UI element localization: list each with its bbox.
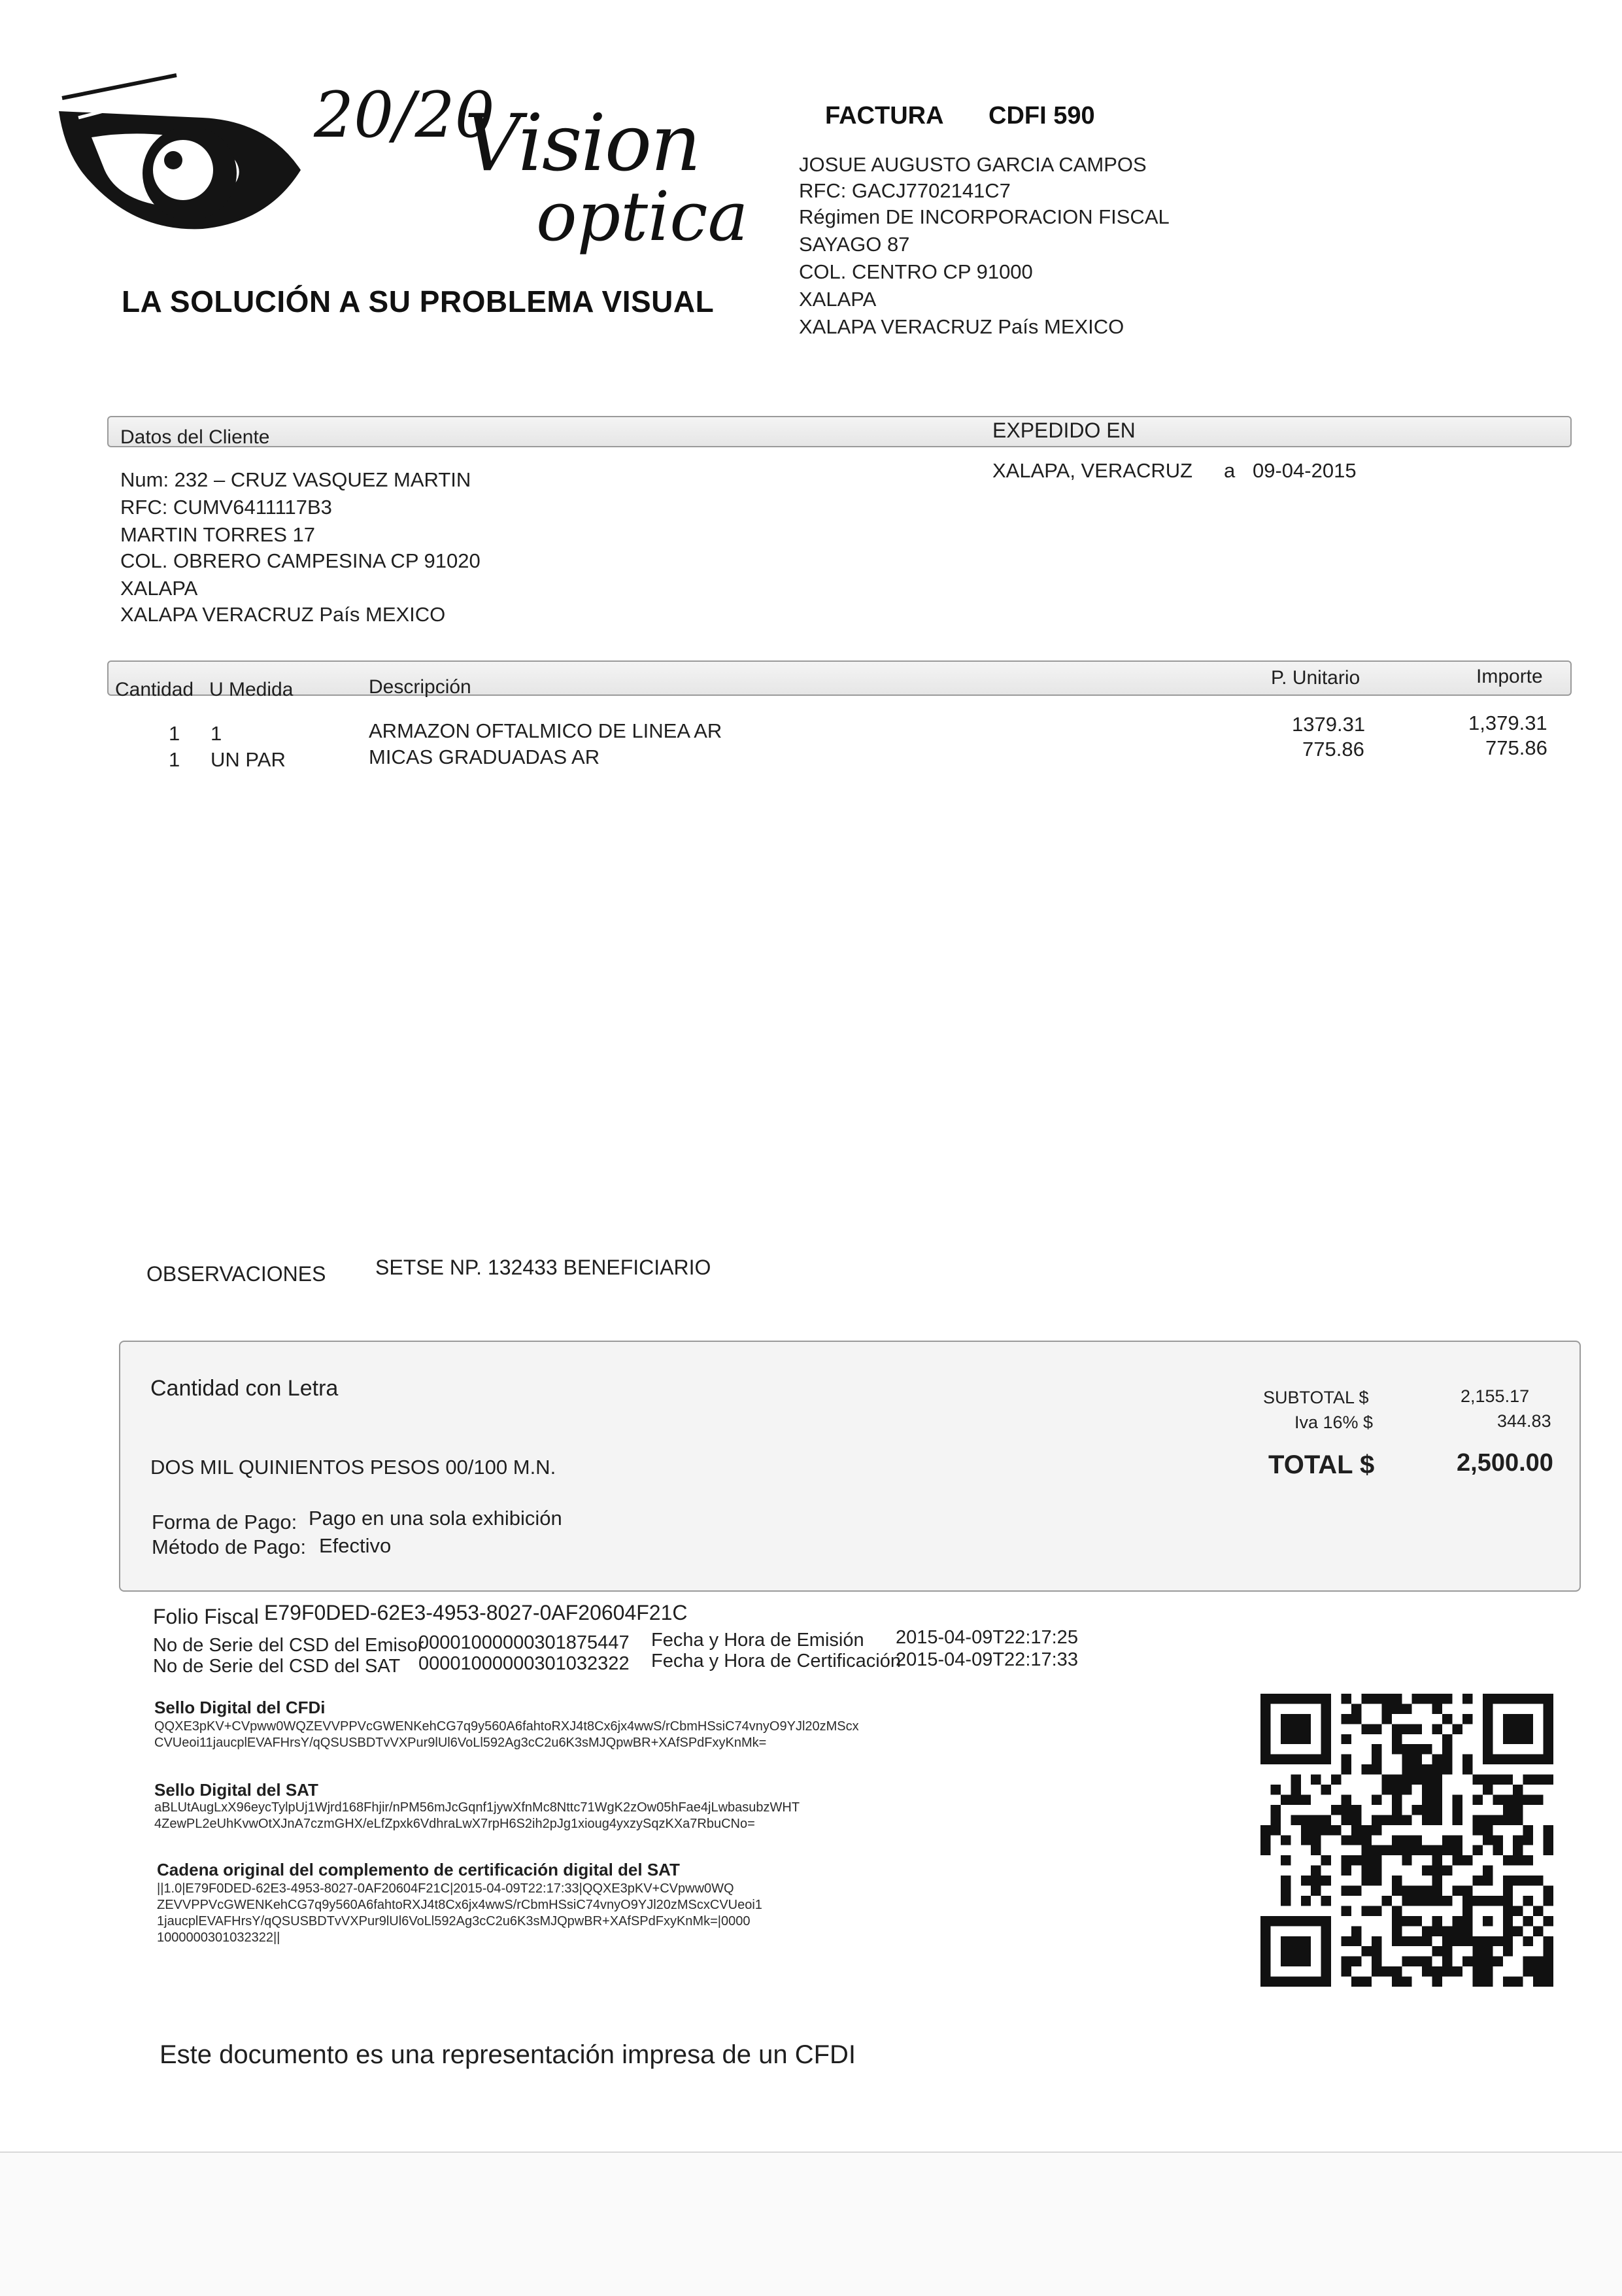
issuer-city: XALAPA [799,288,877,311]
total-value: 2,500.00 [1457,1449,1553,1477]
issuer-state-country: XALAPA VERACRUZ País MEXICO [799,315,1124,338]
client-rfc: RFC: CUMV6411117B3 [120,496,332,519]
csd-emisor-label: No de Serie del CSD del Emisor [153,1635,424,1656]
client-colonia: COL. OBRERO CAMPESINA CP 91020 [120,549,481,572]
sello-sat-text [154,1800,1226,1832]
forma-pago-label: Forma de Pago: [152,1511,297,1534]
total-label: TOTAL $ [1268,1450,1375,1479]
row-2-unitario: 775.86 [1302,738,1364,761]
sello-sat-title: Sello Digital del SAT [154,1780,318,1800]
sello-sat-line-1: aBLUtAugLxX96eycTylpUj1Wjrd168Fhjir/nPM56mJcGqnf1jywXfnMc8Nttc71WgK2zOw05hFae4jLwbasubzWHT [154,1800,800,1815]
issuer-regimen: Régimen DE INCORPORACION FISCAL [799,205,1170,228]
sello-cfdi-line-1: QQXE3pKV+CVpww0WQZEVVPPVcGWENKehCG7q9y560A6fahtoRXJ4t8Cx6jx4wwS/rCbmHSsiC74vnyO9YJl20zMScx [154,1719,859,1734]
row-1-descripcion: ARMAZON OFTALMICO DE LINEA AR [369,719,722,742]
logo-optica: optica [536,177,749,256]
sello-cfdi-text [154,1719,1226,1751]
col-descripcion: Descripción [369,676,471,698]
sello-sat-line-2: 4ZewPL2eUhKvwOtXJnA7czmGHX/eLfZpxk6VdhraLwX7rpH6S2ih2pJg1xioug4yxzySqzKXa7RbuCNo= [154,1817,755,1831]
cadena-line-4: 1000000301032322|| [157,1930,280,1945]
row-1-importe: 1,379.31 [1468,711,1547,734]
cadena-line-3: 1jaucplEVAFHrsY/qQSUSBDTvVXPur9lUl6VoLl592Ag3cC2u6K3sMJQpwBR+XAfSPdFxyKnMk=|0000 [157,1914,751,1928]
logo-20-20: 20/20 [314,78,495,152]
folio-fiscal-label: Folio Fiscal [153,1605,259,1628]
fecha-certificacion-label: Fecha y Hora de Certificación [651,1651,901,1671]
client-city: XALAPA [120,577,198,600]
observaciones-label: OBSERVACIONES [146,1262,326,1286]
eye-logo-icon [52,72,314,262]
iva-value: 344.83 [1497,1411,1551,1431]
expedido-place: XALAPA, VERACRUZ [992,459,1193,482]
fecha-emision-label: Fecha y Hora de Emisión [651,1630,864,1651]
client-section-label: Datos del Cliente [120,426,270,448]
subtotal-label: SUBTOTAL $ [1263,1388,1369,1407]
brand-logo [314,65,749,256]
row-2-importe: 775.86 [1485,736,1547,759]
cadena-original-text [157,1881,1229,1946]
cantidad-letra: DOS MIL QUINIENTOS PESOS 00/100 M.N. [150,1456,556,1479]
fecha-certificacion-value: 2015-04-09T22:17:33 [896,1649,1078,1670]
tagline: LA SOLUCIÓN A SU PROBLEMA VISUAL [122,284,715,318]
page-bottom-margin [0,2151,1622,2296]
expedido-date-prefix: a [1224,459,1236,482]
invoice-title: FACTURA [825,102,944,129]
sello-cfdi-line-2: CVUeoi11jaucplEVAFHrsY/qQSUSBDTvVXPur9lUl6VoLl592Ag3cC2u6K3sMJQpwBR+XAfSPdFxyKnMk= [154,1736,767,1750]
client-street: MARTIN TORRES 17 [120,523,316,546]
col-importe: Importe [1476,666,1543,687]
sello-cfdi-title: Sello Digital del CFDi [154,1698,326,1717]
row-1-cantidad: 1 [169,722,180,745]
client-state-country: XALAPA VERACRUZ País MEXICO [120,603,446,626]
fecha-emision-value: 2015-04-09T22:17:25 [896,1627,1078,1648]
issuer-street: SAYAGO 87 [799,233,910,256]
cadena-original-title: Cadena original del complemento de certificación digital del SAT [157,1860,680,1879]
invoice-number: CDFI 590 [988,102,1095,129]
issuer-name: JOSUE AUGUSTO GARCIA CAMPOS [799,153,1147,176]
metodo-pago-value: Efectivo [319,1534,392,1557]
qr-code-icon [1260,1694,1553,1987]
cantidad-letra-label: Cantidad con Letra [150,1376,339,1401]
iva-label: Iva 16% $ [1294,1413,1374,1432]
csd-emisor-value: 00001000000301875447 [418,1632,630,1653]
col-unitario: P. Unitario [1271,667,1360,689]
issuer-rfc: RFC: GACJ7702141C7 [799,179,1011,202]
folio-fiscal-value: E79F0DED-62E3-4953-8027-0AF20604F21C [264,1601,688,1624]
forma-pago-value: Pago en una sola exhibición [309,1507,562,1530]
row-2-unidad: UN PAR [211,748,286,771]
row-1-unitario: 1379.31 [1292,713,1366,736]
col-unidad: U Medida [209,679,294,700]
cadena-line-1: ||1.0|E79F0DED-62E3-4953-8027-0AF20604F21C|2015-04-09T22:17:33|QQXE3pKV+CVpww0WQ [157,1881,734,1896]
col-cantidad: Cantidad [115,679,194,700]
expedido-date: 09-04-2015 [1253,459,1357,482]
client-header-bar [107,416,1572,447]
cadena-line-2: ZEVVPPVcGWENKehCG7q9y560A6fahtoRXJ4t8Cx6jx4wwS/rCbmHSsiC74vnyO9YJl20zMScxCVUeoi1 [157,1898,762,1912]
logo-vision: Vision [464,98,700,189]
subtotal-value: 2,155.17 [1461,1386,1530,1406]
footer-note: Este documento es una representación impresa de un CFDI [160,2040,856,2069]
row-1-unidad: 1 [211,722,222,745]
row-2-cantidad: 1 [169,748,180,771]
issuer-colonia: COL. CENTRO CP 91000 [799,260,1033,283]
expedido-label: EXPEDIDO EN [992,419,1136,442]
csd-sat-value: 00001000000301032322 [418,1653,630,1674]
metodo-pago-label: Método de Pago: [152,1535,307,1558]
client-name: Num: 232 – CRUZ VASQUEZ MARTIN [120,468,471,491]
observaciones-text: SETSE NP. 132433 BENEFICIARIO [375,1256,711,1279]
csd-sat-label: No de Serie del CSD del SAT [153,1656,401,1677]
row-2-descripcion: MICAS GRADUADAS AR [369,745,600,768]
